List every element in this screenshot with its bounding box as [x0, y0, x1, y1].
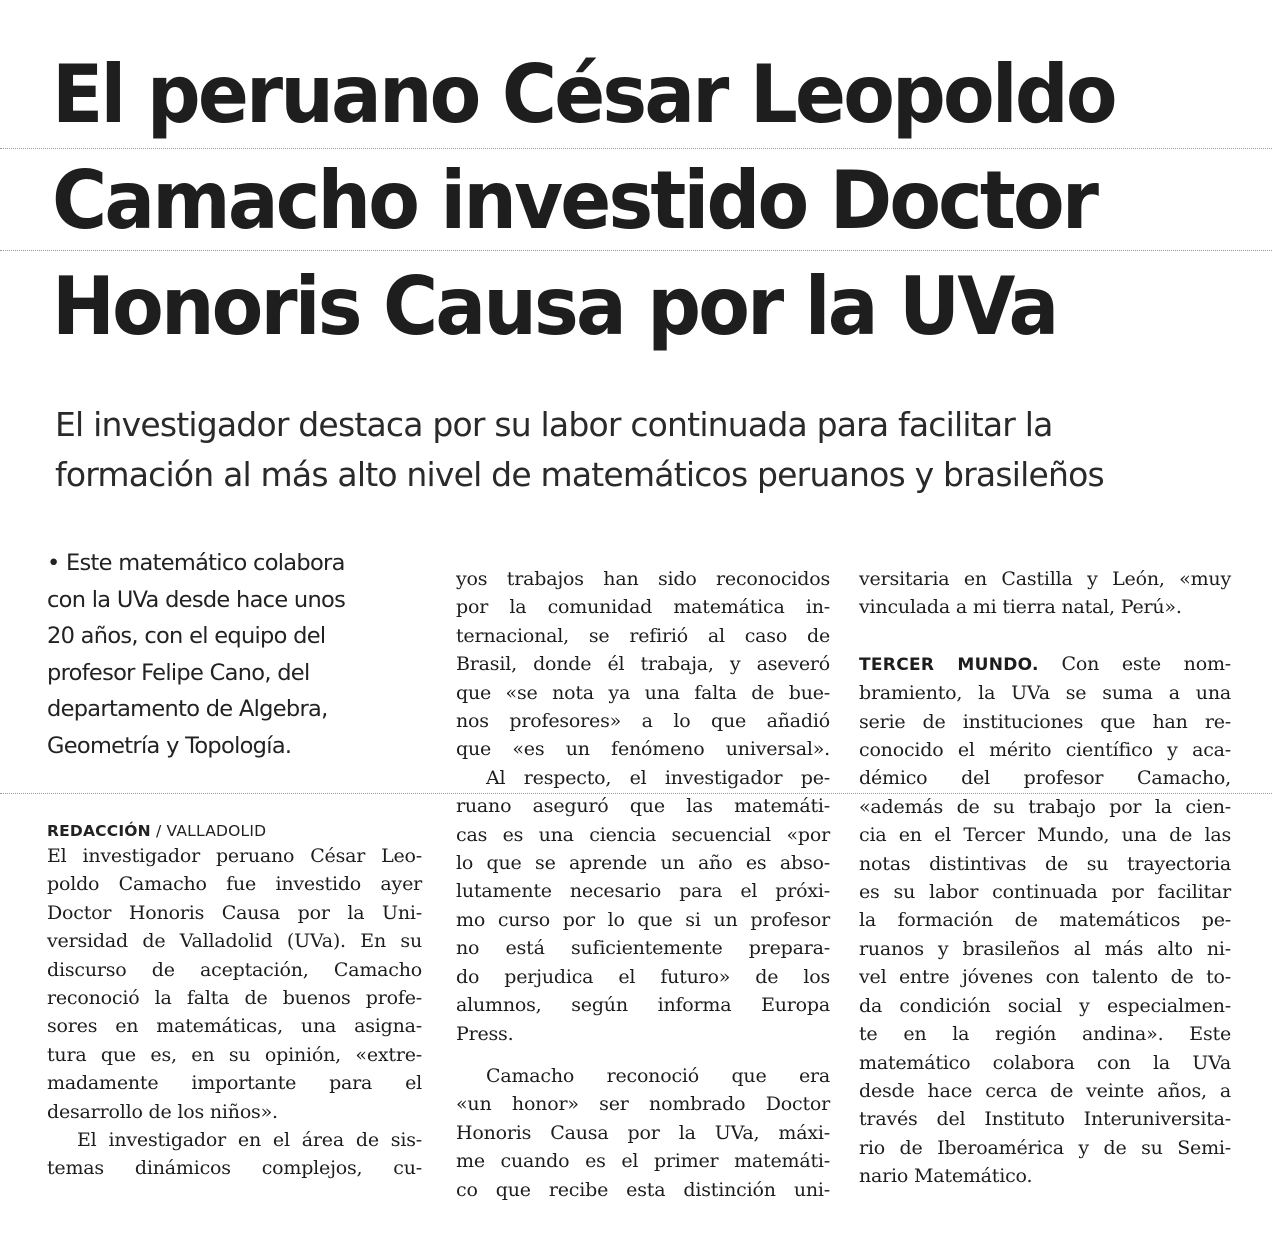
body-line: Honoris Causa por la UVa, máxi-: [456, 1121, 830, 1144]
body-line: notas distintivas de su trayectoria: [859, 852, 1231, 875]
section-kicker: TERCER MUNDO.: [859, 654, 1039, 675]
body-line: Camacho reconoció que era: [486, 1064, 830, 1087]
body-line: desarrollo de los niños».: [47, 1100, 278, 1123]
body-line: do perjudica el futuro» de los: [456, 965, 830, 988]
byline-city: VALLADOLID: [166, 822, 267, 840]
body-line: que «es un fenómeno universal».: [456, 738, 830, 761]
column-2: [456, 565, 830, 1204]
subheadline-line: El investigador destaca por su labor continuada para facilitar la: [55, 405, 1053, 444]
body-line: la formación de matemáticos pe-: [859, 909, 1231, 932]
byline-separator: /: [150, 822, 167, 840]
headline-line: Camacho investido Doctor: [52, 154, 1097, 247]
body-line: ruanos y brasileños al más alto ni-: [859, 937, 1231, 960]
body-line: no está suficientemente prepara-: [456, 937, 830, 960]
summary-line: departamento de Algebra,: [47, 696, 328, 722]
body-line: co que recibe esta distinción uni-: [456, 1178, 830, 1201]
body-line: El investigador en el área de sis-: [77, 1129, 422, 1152]
body-line: serie de instituciones que han re-: [859, 710, 1231, 733]
body-line: «un honor» ser nombrado Doctor: [456, 1093, 830, 1116]
byline-agency: REDACCIÓN: [47, 822, 151, 840]
body-line: Brasil, donde él trabaja, y aseveró: [456, 653, 830, 676]
body-line: desde hace cerca de veinte años, a: [859, 1079, 1231, 1102]
headline: [52, 42, 1180, 360]
body-line: versitaria en Castilla y León, «muy: [859, 568, 1231, 590]
body-line: El investigador peruano César Leo-: [47, 845, 422, 867]
body-text: [859, 565, 1231, 1191]
column-1: [47, 545, 422, 1183]
body-line: ruano aseguró que las matemáti-: [456, 795, 830, 818]
body-line: Press.: [456, 1022, 514, 1045]
body-line: rio de Iberoamérica y de su Semi-: [859, 1136, 1231, 1159]
body-line: vel entre jóvenes con talento de to-: [859, 966, 1231, 989]
body-line: «además de su trabajo por la cien-: [859, 795, 1231, 818]
body-line: sores en matemáticas, una asigna-: [47, 1015, 422, 1038]
body-line: [859, 650, 1231, 679]
body-line: cia en el Tercer Mundo, una de las: [859, 824, 1231, 847]
body-line: vinculada a mi tierra natal, Perú».: [859, 596, 1182, 619]
body-line: que «se nota ya una falta de bue-: [456, 681, 830, 704]
body-line-rest: Con este nom-: [1061, 652, 1231, 675]
body-line: te en la región andina». Este: [859, 1023, 1231, 1046]
column-3: [859, 565, 1231, 1191]
body-line: nario Matemático.: [859, 1165, 1033, 1188]
paragraph-gap: [456, 1048, 830, 1062]
body-line: reconoció la falta de buenos profe-: [47, 987, 422, 1010]
body-line: través del Instituto Interuniversita-: [859, 1108, 1231, 1131]
summary-line: profesor Felipe Cano, del: [47, 659, 310, 686]
body-line: madamente importante para el: [47, 1072, 422, 1095]
body-line: Doctor Honoris Causa por la Uni-: [47, 901, 422, 924]
summary-line: Geometría y Topología.: [47, 732, 292, 759]
byline: [47, 820, 422, 842]
summary-line: 20 años, con el equipo del: [47, 623, 326, 649]
body-line: tura que es, en su opinión, «extre-: [47, 1043, 422, 1066]
body-line: matemático colabora con la UVa: [859, 1051, 1231, 1074]
body-line: lutamente necesario para el próxi-: [456, 880, 830, 903]
body-line: es su labor continuada por facilitar: [859, 881, 1231, 904]
headline-line: El peruano César Leopoldo: [52, 48, 1115, 141]
body-line: poldo Camacho fue investido ayer: [47, 873, 422, 896]
body-line: temas dinámicos complejos, cu-: [47, 1157, 422, 1180]
headline-line: Honoris Causa por la UVa: [52, 260, 1057, 353]
body-line: ternacional, se refirió al caso de: [456, 624, 830, 647]
summary-line: • Este matemático colabora: [47, 550, 345, 576]
body-line: nos profesores» a lo que añadió: [456, 710, 830, 733]
body-line: alumnos, según informa Europa: [456, 994, 830, 1017]
body-line: por la comunidad matemática in-: [456, 596, 830, 619]
body-line: lo que se aprende un año es abso-: [456, 852, 830, 875]
body-line: mo curso por lo que si un profesor: [456, 908, 830, 931]
body-line: Al respecto, el investigador pe-: [486, 766, 830, 789]
subheadline-line: formación al más alto nivel de matemáticos peruanos y brasileños: [55, 455, 1104, 494]
body-text: [456, 565, 830, 1204]
body-line: discurso de aceptación, Camacho: [47, 958, 422, 981]
body-line: versidad de Valladolid (UVa). En su: [47, 930, 422, 953]
summary-box: [47, 545, 422, 764]
body-line: yos trabajos han sido reconocidos: [456, 568, 830, 590]
body-line: cas es una ciencia secuencial «por: [456, 823, 830, 846]
paragraph-gap: [859, 622, 1231, 650]
body-line: da condición social y especialmen-: [859, 994, 1231, 1017]
body-line: me cuando es el primer matemáti-: [456, 1150, 830, 1173]
subheadline: [55, 400, 1255, 500]
body-line: conocido el mérito científico y aca-: [859, 739, 1231, 762]
body-line: bramiento, la UVa se suma a una: [859, 682, 1231, 705]
body-line: démico del profesor Camacho,: [859, 767, 1231, 790]
body-text: [47, 842, 422, 1183]
summary-line: con la UVa desde hace unos: [47, 586, 346, 613]
